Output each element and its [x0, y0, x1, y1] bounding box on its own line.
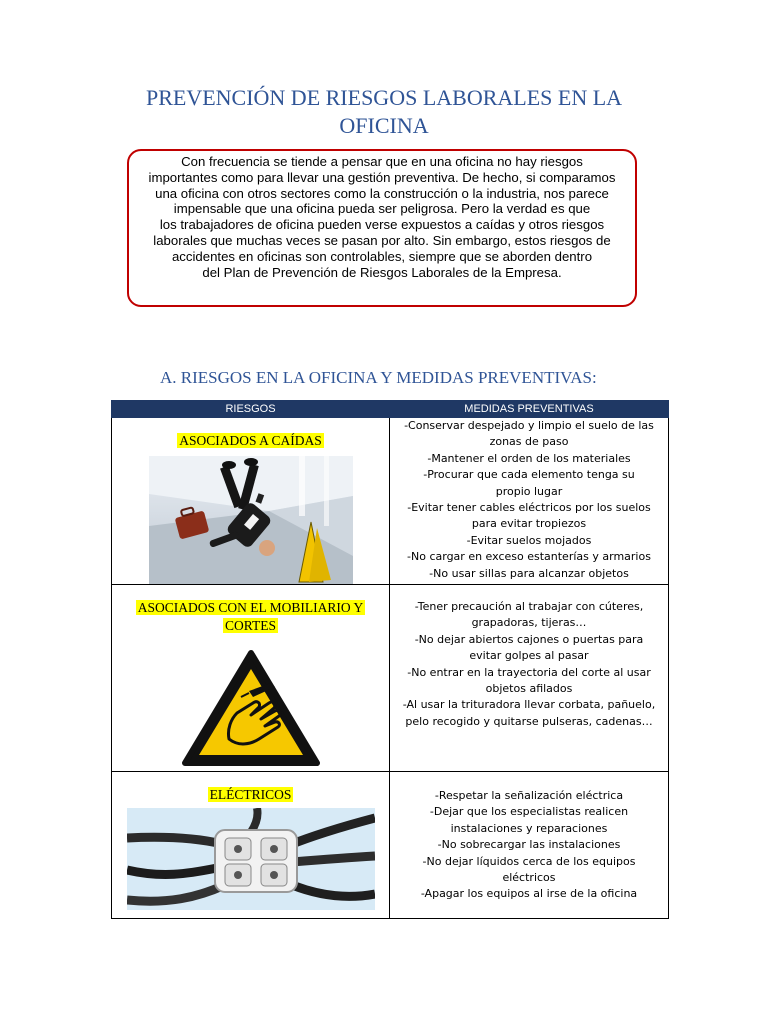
page-title-line: OFICINA: [339, 113, 429, 138]
intro-line: accidentes en oficinas son controlables, siempre que se aborden dentro: [171, 248, 593, 264]
measure-line: -No dejar líquidos cerca de los equipos: [422, 854, 636, 868]
risk-cell-electrical: [112, 772, 390, 919]
warning-triangle-icon: [179, 647, 323, 769]
risk-table: [111, 400, 669, 919]
intro-line: Con frecuencia se tiende a pensar que en una oficina no hay riesgos: [181, 154, 583, 169]
page-title-line: PREVENCIÓN DE RIESGOS LABORALES EN LA: [145, 85, 623, 110]
measure-line: -Apagar los equipos al irse de la oficina: [420, 887, 638, 901]
measure-line: grapadoras, tijeras…: [471, 616, 587, 630]
measure-line: -Tener precaución al trabajar con cúteres,: [414, 600, 644, 613]
page-title: [100, 84, 668, 140]
intro-line: importantes como para llevar una gestión preventiva. De hecho, si comparamos: [148, 169, 616, 185]
measure-line: -Dejar que los especialistas realicen: [429, 805, 629, 819]
measure-line: -No sobrecargar las instalaciones: [437, 838, 621, 852]
measures-cell-electrical: [390, 772, 669, 919]
risk-label-falls: ASOCIADOS A CAÍDAS: [179, 433, 322, 448]
falling-worker-image: [149, 456, 353, 584]
measure-line: -No entrar en la trayectoria del corte al usar: [407, 665, 651, 679]
measure-line: zonas de paso: [489, 435, 569, 449]
measure-line: -No cargar en exceso estanterías y armarios: [407, 550, 651, 564]
measure-line: -Al usar la trituradora llevar corbata, pañuelo,: [402, 698, 656, 712]
intro-box: [127, 149, 637, 307]
measure-line: para evitar tropiezos: [471, 517, 587, 531]
section-title: A. RIESGOS EN LA OFICINA Y MEDIDAS PREVENTIVAS:: [160, 368, 597, 387]
measure-line: -No usar sillas para alcanzar objetos: [429, 566, 629, 580]
measures-cell-furniture: [390, 585, 669, 772]
measure-line: -Procurar que cada elemento tenga su: [423, 468, 635, 482]
measures-cell-falls: [390, 418, 669, 585]
risk-cell-furniture: [112, 585, 390, 772]
risk-cell-falls: [112, 418, 390, 585]
risk-label-electrical: ELÉCTRICOS: [209, 787, 292, 802]
measure-line: pelo recogido y quitarse pulseras, cadenas…: [405, 714, 653, 728]
measure-line: -Mantener el orden de los materiales: [427, 451, 631, 465]
intro-line: los trabajadores de oficina pueden verse expuestos a caídas y otros riesgos: [159, 217, 605, 233]
measure-line: -Evitar tener cables eléctricos por los suelos: [407, 501, 651, 515]
power-strip-illustration: [127, 808, 375, 910]
header-measures: MEDIDAS PREVENTIVAS: [390, 401, 669, 418]
table-row: [112, 585, 669, 772]
cut-warning-sign-image: [179, 647, 323, 769]
intro-line: impensable que una oficina pueda ser peligrosa. Pero la verdad es que: [173, 201, 591, 217]
table-row: [112, 772, 669, 919]
power-strip-image: [127, 808, 375, 910]
measure-line: -No dejar abiertos cajones o puertas para: [414, 632, 644, 646]
falling-worker-illustration: [149, 456, 353, 584]
table-header-row: [112, 401, 669, 418]
measure-line: evitar golpes al pasar: [469, 649, 589, 663]
intro-line: del Plan de Prevención de Riesgos Laborales de la Empresa.: [202, 264, 562, 280]
measure-line: eléctricos: [502, 871, 556, 885]
risk-label-furniture: ASOCIADOS CON EL MOBILIARIO Y: [137, 600, 364, 615]
measure-line: objetos afilados: [485, 682, 573, 696]
header-risks: RIESGOS: [112, 401, 390, 418]
intro-line: laborales que muchas veces se pasan por alto. Sin embargo, estos riesgos de: [153, 232, 611, 248]
intro-line: una oficina con otros sectores como la construcción o la industria, nos parece: [155, 185, 609, 201]
measure-line: -Evitar suelos mojados: [466, 533, 592, 547]
measure-line: propio lugar: [495, 484, 563, 498]
measure-line: -Conservar despejado y limpio el suelo de las: [404, 419, 654, 432]
measure-line: -Respetar la señalización eléctrica: [434, 789, 624, 802]
measure-line: instalaciones y reparaciones: [450, 821, 608, 835]
table-row: [112, 418, 669, 585]
risk-label-furniture-line2: CORTES: [225, 618, 276, 633]
